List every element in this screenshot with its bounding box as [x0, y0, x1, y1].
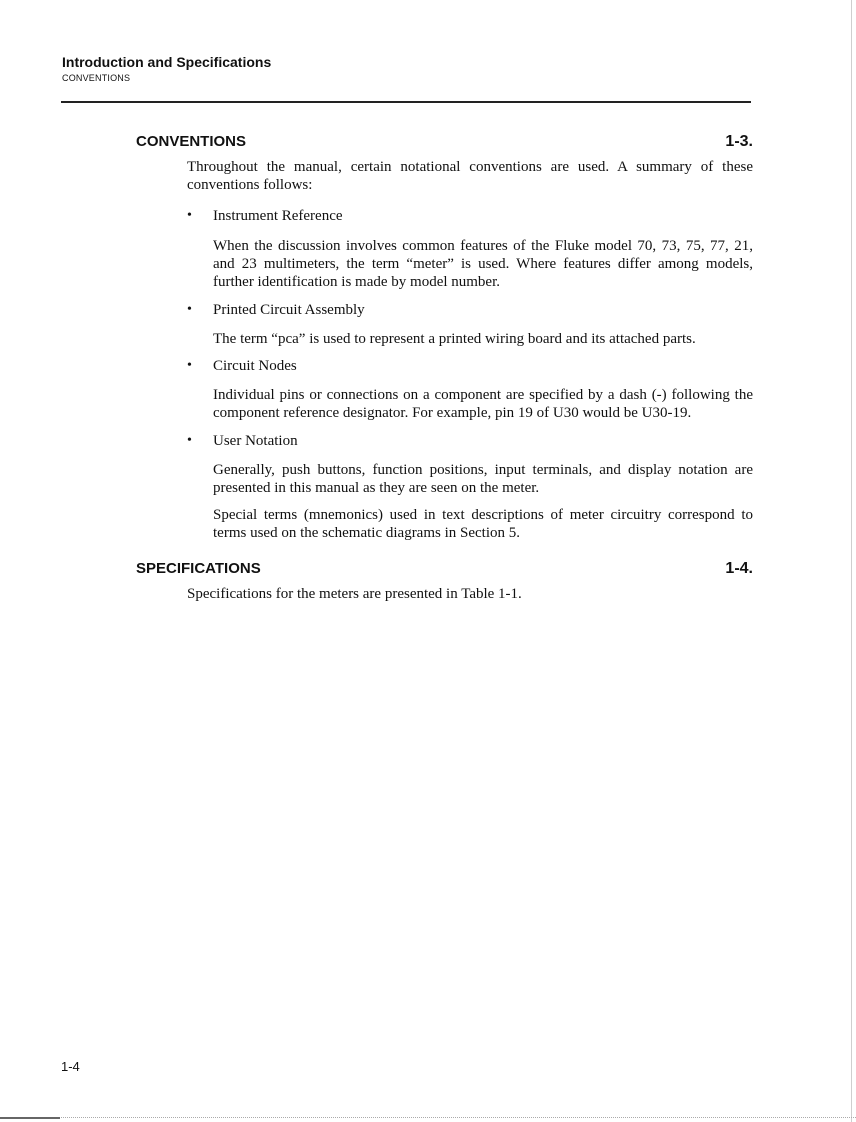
item-title-instrument-reference: Instrument Reference — [213, 208, 343, 224]
scan-edge-bottom — [0, 1117, 856, 1119]
page-number: 1-4 — [61, 1059, 80, 1074]
specifications-heading — [136, 560, 753, 578]
header-divider — [61, 101, 751, 103]
conventions-section-number: 1-3. — [725, 133, 753, 150]
specifications-text: Specifications for the meters are presented in Table 1-1. — [187, 586, 522, 602]
item-title-user-notation: User Notation — [213, 433, 298, 449]
conventions-heading-title: CONVENTIONS — [136, 133, 247, 150]
conventions-heading — [136, 133, 753, 151]
item-body-printed-circuit-assembly: The term “pca” is used to represent a printed wiring board and its attached parts. — [213, 331, 696, 347]
scan-edge-bottom-mark — [0, 1117, 60, 1119]
running-header-subtitle: CONVENTIONS — [62, 73, 131, 83]
item-body-instrument-reference: When the discussion involves common features of the Fluke model 70, 73, 75, 77, 21, and 23 multimeters, the term “meter” is used. Where features differ among models, further identification is made by model number. — [213, 238, 753, 290]
item-title-printed-circuit-assembly: Printed Circuit Assembly — [213, 302, 365, 318]
bullet-icon: • — [187, 302, 192, 317]
item-body-user-notation: Generally, push buttons, function positions, input terminals, and display notation are presented in this manual as they are seen on the meter. — [213, 462, 753, 496]
running-header-title: Introduction and Specifications — [62, 54, 272, 70]
conventions-intro: Throughout the manual, certain notational conventions are used. A summary of these conventions follows: — [187, 159, 753, 193]
bullet-icon: • — [187, 208, 192, 223]
bullet-icon: • — [187, 433, 192, 448]
bullet-icon: • — [187, 358, 192, 373]
item-body-special-terms: Special terms (mnemonics) used in text descriptions of meter circuitry correspond to terms used on the schematic diagrams in Section 5. — [213, 507, 753, 541]
specifications-heading-title: SPECIFICATIONS — [136, 560, 261, 577]
item-body-circuit-nodes: Individual pins or connections on a component are specified by a dash (-) following the component reference designator. For example, pin 19 of U30 would be U30-19. — [213, 387, 753, 421]
item-title-circuit-nodes: Circuit Nodes — [213, 358, 297, 374]
scan-edge-right — [851, 0, 852, 1122]
specifications-section-number: 1-4. — [725, 560, 753, 577]
